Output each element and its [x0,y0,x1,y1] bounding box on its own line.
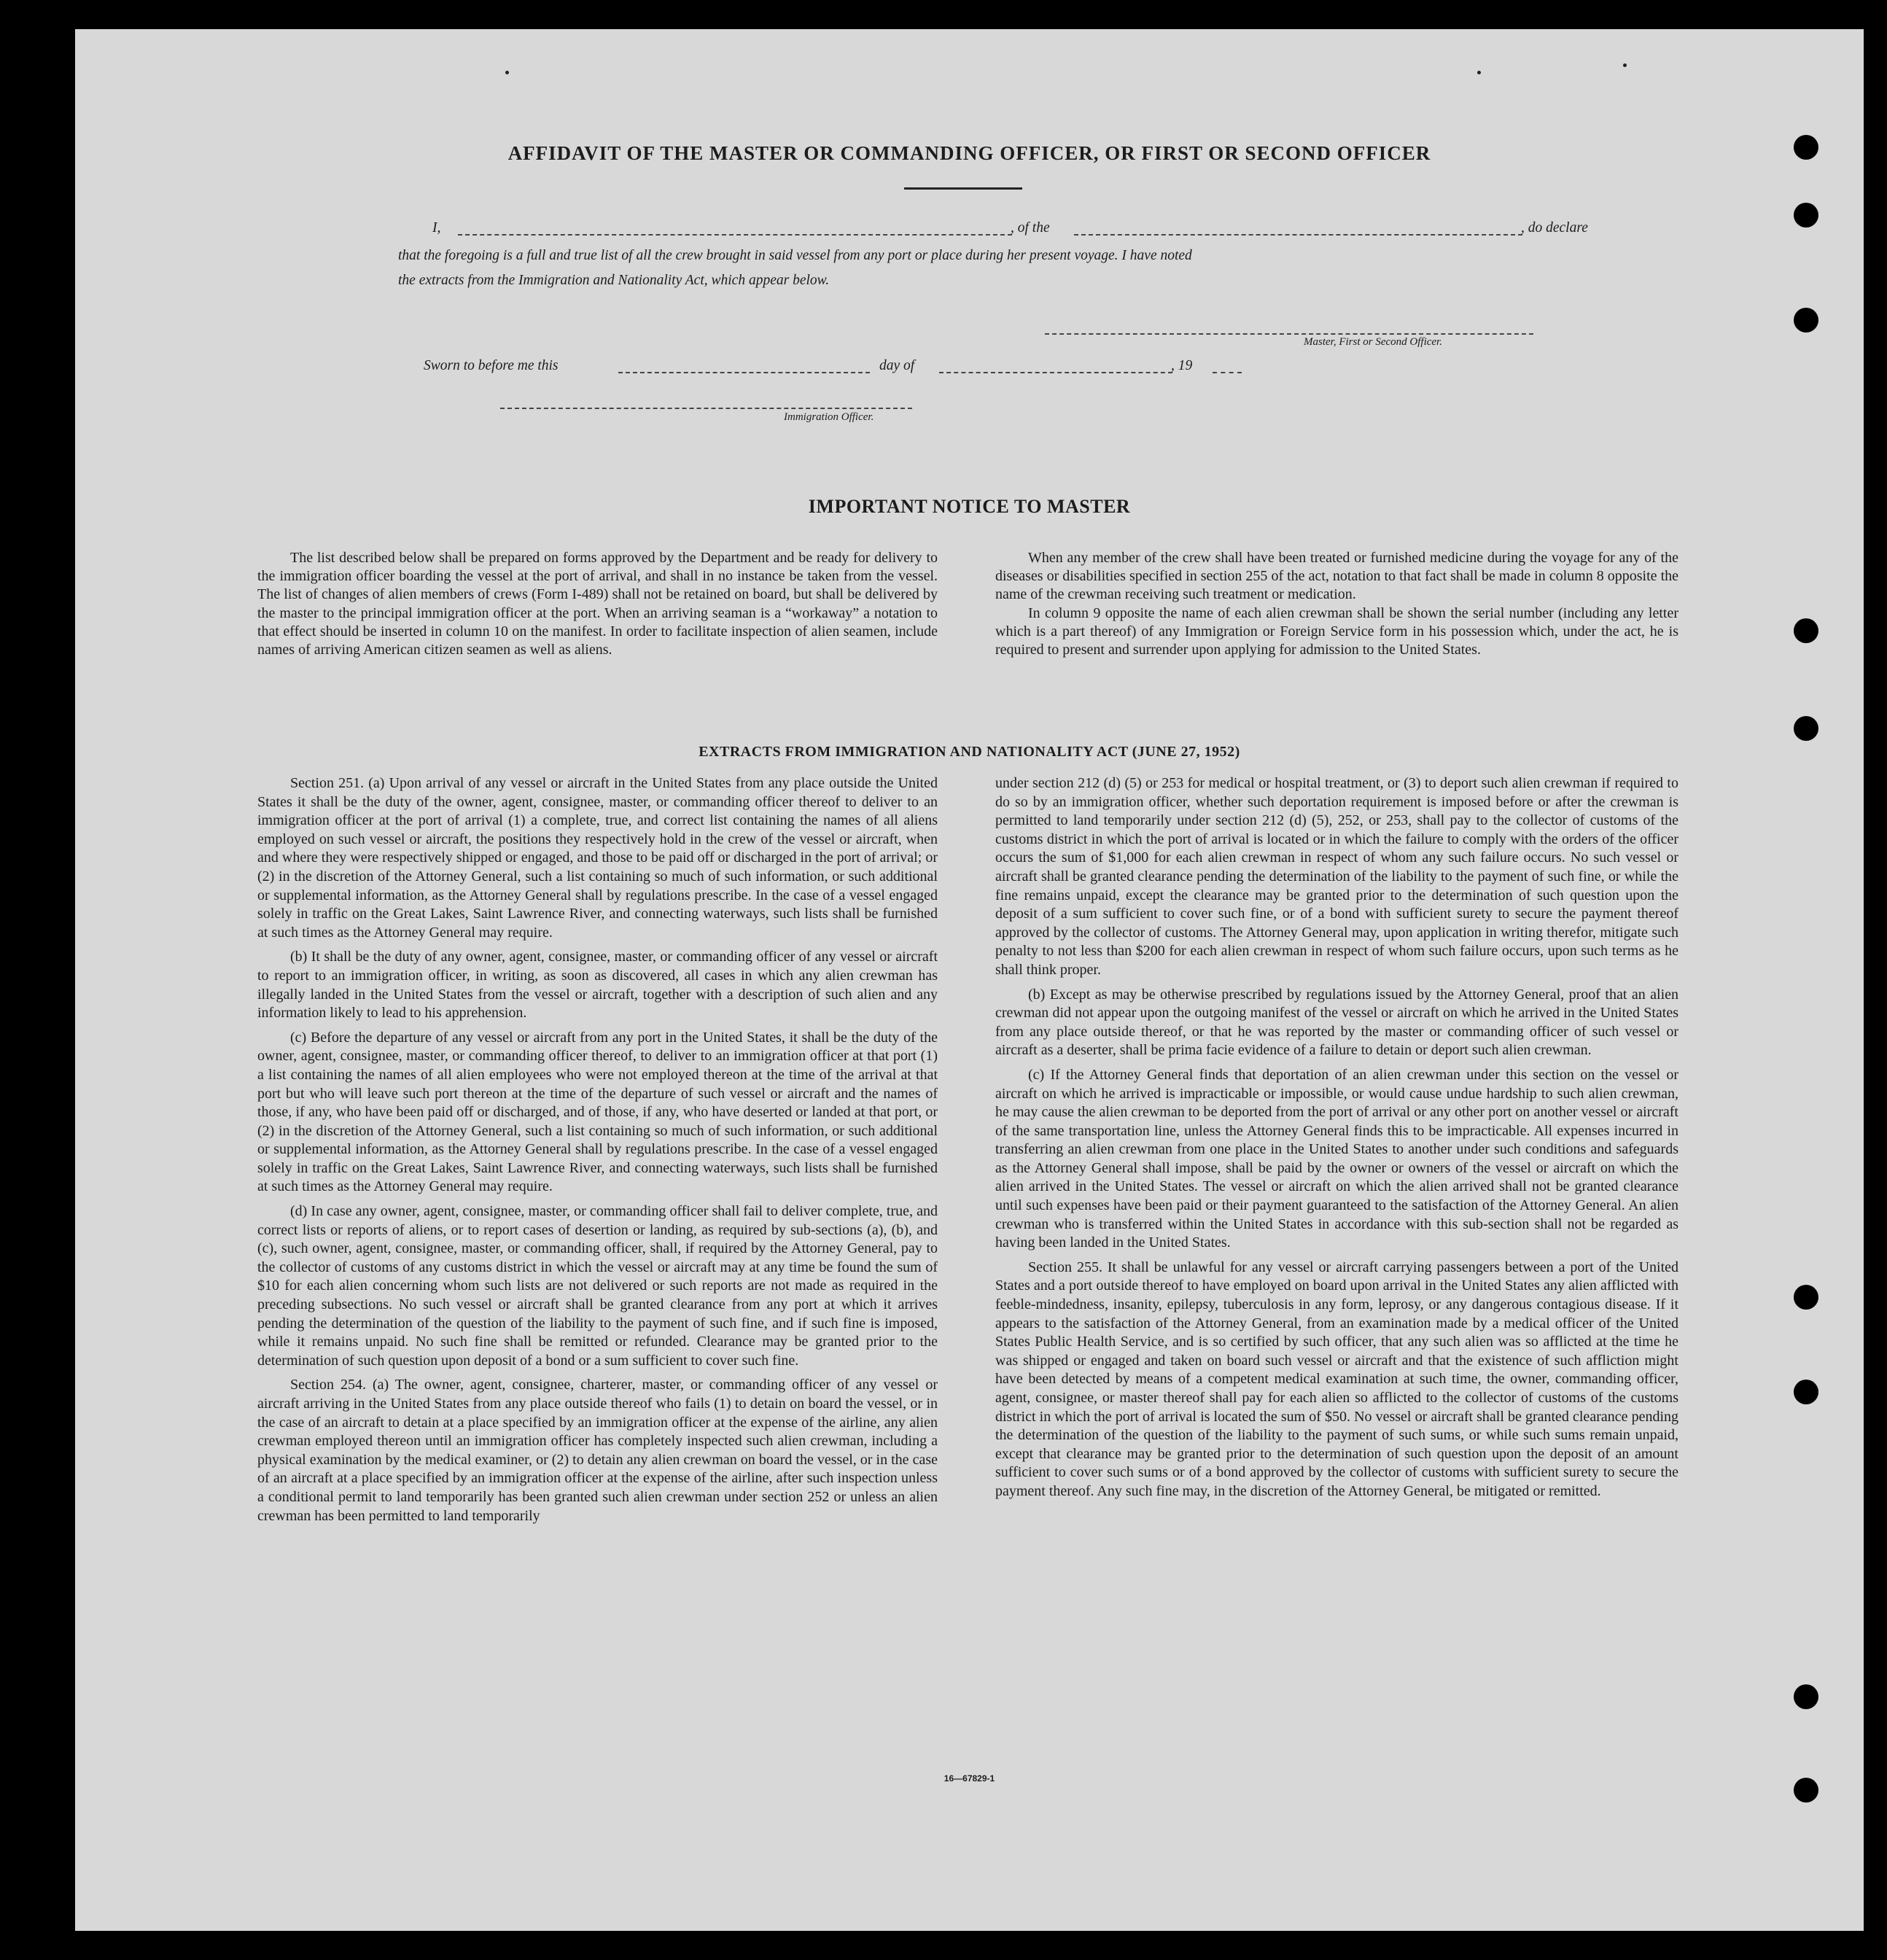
affidavit-i-label: I, [432,220,441,236]
scan-speck [505,71,509,74]
punch-hole [1794,716,1818,741]
section-251-b: (b) It shall be the duty of any owner, agent, consignee, master, or commanding officer of any vessel or aircraft to report to an immigration officer, in writing, as soon as discovered, all cases in which any alien crewman has illegally landed in the United States from the vessel or aircraft, together with a description of such alien and any information likely to lead to his apprehension. [257,949,938,1022]
day-of-label: day of [879,358,915,373]
notice-title: IMPORTANT NOTICE TO MASTER [808,496,1131,517]
year-label: , 19 [1171,358,1193,373]
section-254-a: Section 254. (a) The owner, agent, consignee, charterer, master, or commanding officer of any vessel or aircraft arriving in the United States from any place outside thereof who fails (1) to detain on board the vessel, or in the case of an aircraft to detain at a place specified by an immigration officer at the expense of the airline, any alien crewman employed thereon until an immigration officer has completely inspected such alien crewman, including a physical examination by the medical examiner, or (2) to detain any alien crewman on board the vessel, or in the case of an aircraft at a place specified by an immigration officer at the expense of the airline, after such inspection unless a conditional permit to land temporarily has been granted such alien crewman under section 252 or unless an alien crewman has been permitted to land temporarily [257,1377,938,1524]
notice-left-column [257,549,938,659]
affidavit-title: AFFIDAVIT OF THE MASTER OR COMMANDING OFFICER, OR FIRST OR SECOND OFFICER [507,142,1431,164]
punch-hole [1794,1285,1818,1310]
scan-speck [1477,71,1481,74]
section-255: Section 255. It shall be unlawful for any vessel or aircraft carrying passengers between a port of the United States and a port outside thereof to have employed on board upon arrival in the United States any alien afflicted with feeble-mindedness, insanity, epilepsy, tuberculosis in any form, leprosy, or any dangerous contagious disease. If it appears to the satisfaction of the Attorney General, from an examination made by a medical officer of the United States Public Health Service, and is so certified by such officer, that any such alien was so afflicted at the time he was shipped or engaged and taken on board such vessel or aircraft and that the existence of such affliction might have been detected by means of a competent medical examination at such time, the owner, commanding officer, agent, consignee, or master thereof shall pay for each alien so afflicted to the collector of customs of the customs district in which the port of arrival is located the sum of $50. No vessel or aircraft shall be granted clearance pending the determination of the question of the liability to the payment of such sums, or while such sums remain unpaid, except that clearance may be granted prior to the determination of such question upon the deposit of an amount sufficient to cover such sums or of a bond approved by the collector of customs with sufficient surety to secure the payment thereof. Any such fine may, in the discretion of the Attorney General, be mitigated or remitted. [995,1259,1678,1499]
form-number: 16—67829-1 [944,1773,995,1784]
punch-hole [1794,308,1818,332]
affidavit-line-2: that the foregoing is a full and true list of all the crew brought in said vessel from any port or place during her present voyage. I have noted [398,248,1192,263]
notice-left-paragraph: The list described below shall be prepared on forms approved by the Department and be ready for delivery to the immigration officer boarding the vessel at the port of arrival, and shall in no instance be taken from the vessel. The list of changes of alien members of crews (Form I-489) shall not be retained on board, but shall be delivered by the master to the principal immigration officer at the port. When an arriving seaman is a “workaway” a notation to that effect should be inserted in column 10 on the manifest. In order to facilitate inspection of alien seamen, include names of arriving American citizen seamen as well as aliens. [257,550,938,658]
section-254-b: (b) Except as may be otherwise prescribed by regulations issued by the Attorney General, proof that an alien crewman did not appear upon the outgoing manifest of the vessel or aircraft on which he arrived in the United States from any place outside thereof, or that he was reported by the master or commanding officer of such vessel or aircraft as a deserter, shall be prima facie evidence of a failure to detain or deport such alien crewman. [995,986,1678,1059]
section-254-c: (c) If the Attorney General finds that deportation of an alien crewman under this section on the vessel or aircraft on which he arrived is impracticable or impossible, or would cause undue hardship to such alien crewman, he may cause the alien crewman to be deported from the port of arrival or any other port on another vessel or aircraft of the same transportation line, unless the Attorney General finds this to be impracticable. All expenses incurred in transferring an alien crewman from one place in the United States to another under such conditions and safeguards as the Attorney General shall impose, shall be paid by the owner or owners of the vessel or aircraft on which the alien arrived in the United States. The vessel or aircraft on which the alien arrived shall not be granted clearance until such expenses have been paid or their payment guaranteed to the satisfaction of the Attorney General. An alien crewman who is transferred within the United States in accordance with this sub-section shall not be regarded as having been landed in the United States. [995,1066,1678,1251]
punch-hole [1794,618,1818,643]
extracts-right-column [995,774,1678,1507]
officer-signature-blank[interactable] [500,408,912,409]
extracts-left-column [257,774,938,1531]
form-page [75,29,1864,1931]
master-caption: Master, First or Second Officer. [1304,336,1442,348]
sworn-date-blank[interactable] [618,372,870,373]
officer-caption: Immigration Officer. [784,411,874,423]
section-251-c: (c) Before the departure of any vessel or aircraft from any port in the United States, it shall be the duty of the owner, agent, consignee, master, or commanding officer thereof, to deliver to an immigration officer at that port (1) a list containing the names of all alien employees who were not employed thereon at the time of the arrival at that port but who will leave such port thereon at the time of the departure of such vessel or aircraft and the names of those, if any, who have been paid off or discharged, and of those, if any, who have deserted or landed at that port, or (2) in the discretion of the Attorney General, such a list containing so much of such information, or such additional or supplemental information, as the Attorney General shall by regulations prescribe. In the case of a vessel engaged solely in traffic on the Great Lakes, Saint Lawrence River, and connecting waterways, such lists shall be furnished at such times as the Attorney General may require. [257,1029,938,1195]
name-blank[interactable] [458,234,1012,236]
notice-right-paragraph-2: In column 9 opposite the name of each alien crewman shall be shown the serial number (including any letter which is a part thereof) of any Immigration or Foreign Service form in his possession which, under the act, he is required to present and surrender upon applying for admission to the United States. [995,604,1678,658]
section-251-a: Section 251. (a) Upon arrival of any vessel or aircraft in the United States from any place outside the United States it shall be the duty of the owner, agent, consignee, master, or commanding officer thereof to deliver to an immigration officer at the port of arrival (1) a complete, true, and correct list containing the names of all aliens employed on such vessel or aircraft, the positions they respectively hold in the crew of the vessel or aircraft, when and where they were respectively shipped or engaged, and those to be paid off or discharged in the port of arrival; or (2) in the discretion of the Attorney General, such a list containing so much of such information, or such additional or supplemental information, as the Attorney General shall by regulations prescribe. In the case of a vessel engaged solely in traffic on the Great Lakes, Saint Lawrence River, and connecting waterways, such lists shall be furnished at such times as the Attorney General may require. [257,775,938,941]
year-blank[interactable] [1213,372,1242,373]
affidavit-declare-label: , do declare [1521,220,1588,236]
extracts-title: EXTRACTS FROM IMMIGRATION AND NATIONALITY ACT (JUNE 27, 1952) [699,744,1240,760]
title-rule [904,187,1022,190]
sworn-label: Sworn to before me this [424,358,559,373]
notice-right-column [995,549,1678,659]
punch-hole [1794,203,1818,228]
master-signature-blank[interactable] [1045,333,1533,335]
affidavit-of-the-label: , of the [1011,220,1050,236]
vessel-blank[interactable] [1074,234,1522,236]
scan-speck [1623,63,1627,67]
notice-right-paragraph-1: When any member of the crew shall have been treated or furnished medicine during the voyage for any of the diseases or disabilities specified in section 255 of the act, notation to that fact shall be made in column 8 opposite the name of the crewman receiving such treatment or medication. [995,550,1678,603]
section-254-a-continued: under section 212 (d) (5) or 253 for medical or hospital treatment, or (3) to deport such alien crewman if required to do so by an immigration officer, whether such deportation requirement is imposed before or after the crewman is permitted to land temporarily under section 212 (d) (5), 252, or 253, shall pay to the collector of customs of the customs district in which the port of arrival is located or in which the failure to comply with the orders of the officer occurs the sum of $1,000 for each alien crewman in respect of whom any such failure occurs. No such vessel or aircraft shall be granted clearance pending the determination of the liability to the payment of such fine, or while the fine remains unpaid, except the clearance may be granted prior to the determination of such question upon the deposit of a sum sufficient to cover such fine, or of a bond with sufficient surety to secure the payment thereof approved by the collector of customs. The Attorney General may, upon application in writing therefor, mitigate such penalty to not less than $200 for each alien crewman in respect of whom such failure occurs, upon such terms as he shall think proper. [995,775,1678,978]
punch-hole [1794,1380,1818,1404]
section-251-d: (d) In case any owner, agent, consignee, master, or commanding officer shall fail to deliver complete, true, and correct lists or reports of aliens, or to report cases of desertion or landing, as required by sub-sections (a), (b), and (c), such owner, agent, consignee, master, or commanding officer, shall, if required by the Attorney General, pay to the collector of customs of any customs district in which the vessel or aircraft may at any time be found the sum of $10 for each alien concerning whom such lists are not delivered or such reports are not made as required in the preceding subsections. No such vessel or aircraft shall be granted clearance from any port at which it arrives pending the determination of the question of the liability to the payment of such fine, and if such fine is imposed, while it remains unpaid. No such fine shall be remitted or refunded. Clearance may be granted prior to the determination of such question upon deposit of a bond or a sum sufficient to cover such fine. [257,1203,938,1369]
affidavit-line-3: the extracts from the Immigration and Nationality Act, which appear below. [398,273,830,288]
month-blank[interactable] [939,372,1172,373]
punch-hole [1794,1684,1818,1709]
